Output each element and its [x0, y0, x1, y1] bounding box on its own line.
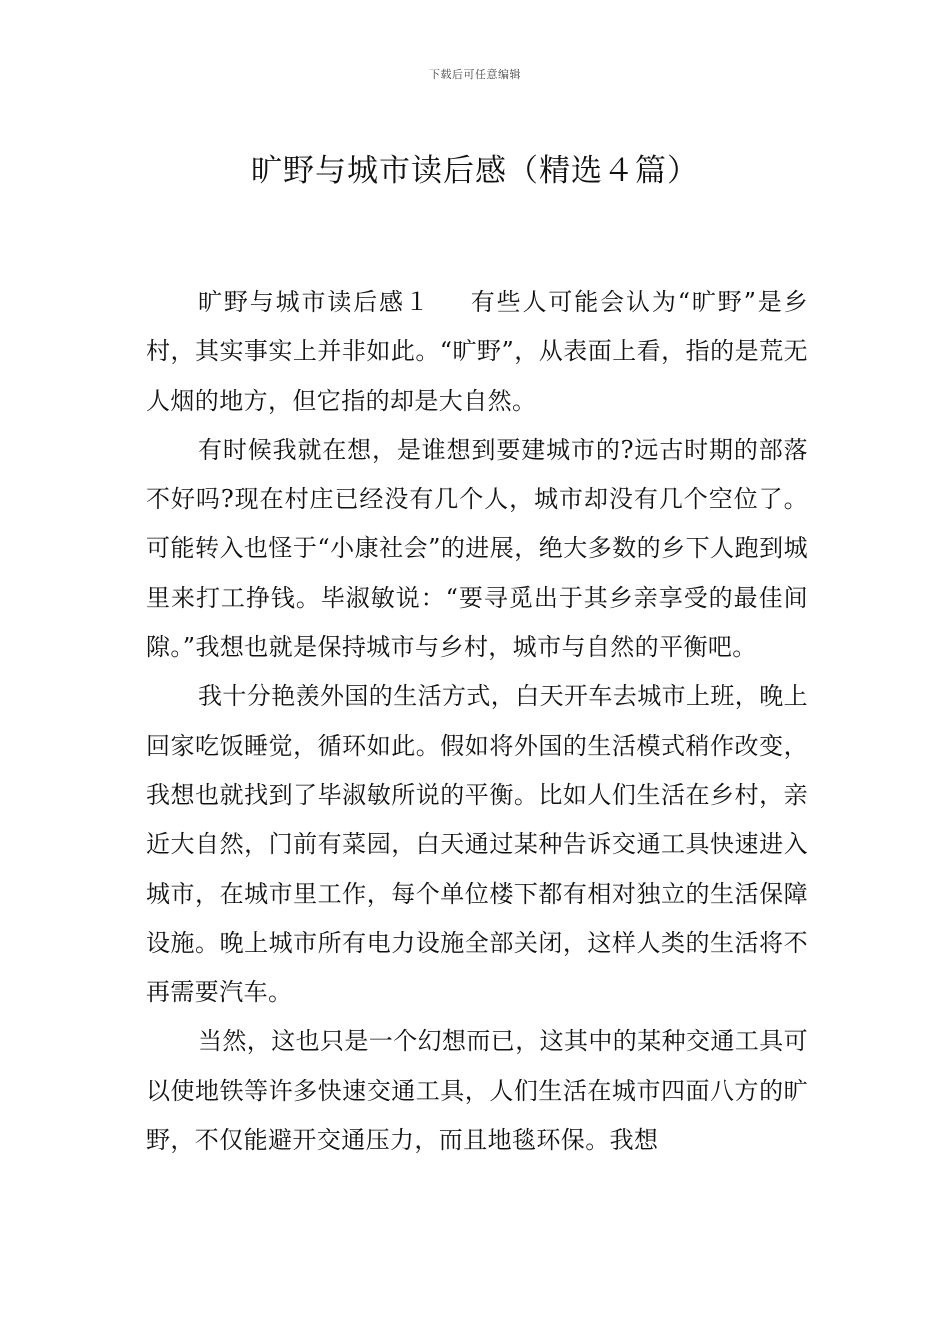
paragraph-1 [146, 278, 808, 426]
page-title: 旷野与城市读后感（精选４篇） [251, 152, 699, 189]
paragraph-1-text: 有些人可能会认为“旷野”是乡村，其实事实上并非如此。“旷野”，从表面上看，指的是荒无人烟的地方，但它指的却是大自然。 [146, 288, 808, 415]
paragraph-2: 有时候我就在想，是谁想到要建城市的?远古时期的部落不好吗?现在村庄已经没有几个人，城市却没有几个空位了。可能转入也怪于“小康社会”的进展，绝大多数的乡下人跑到城里来打工挣钱。毕淑敏说：“要寻觅出于其乡亲享受的最佳间隙。”我想也就是保持城市与乡村，城市与自然的平衡吧。 [146, 435, 808, 662]
section-heading: 旷野与城市读后感１ [198, 288, 431, 316]
paragraph-4: 当然，这也只是一个幻想而已，这其中的某种交通工具可以使地铁等许多快速交通工具，人们生活在城市四面八方的旷野，不仅能避开交通压力，而且地毯环保。我想 [146, 1027, 808, 1155]
header-note: 下载后可任意编辑 [429, 68, 521, 81]
article-body [146, 278, 808, 1165]
paragraph-3: 我十分艳羡外国的生活方式，白天开车去城市上班，晚上回家吃饭睡觉，循环如此。假如将外国的生活模式稍作改变，我想也就找到了毕淑敏所说的平衡。比如人们生活在乡村，亲近大自然，门前有菜园，白天通过某种告诉交通工具快速进入城市，在城市里工作，每个单位楼下都有相对独立的生活保障设施。晚上城市所有电力设施全部关闭，这样人类的生活将不再需要汽车。 [146, 682, 808, 1007]
